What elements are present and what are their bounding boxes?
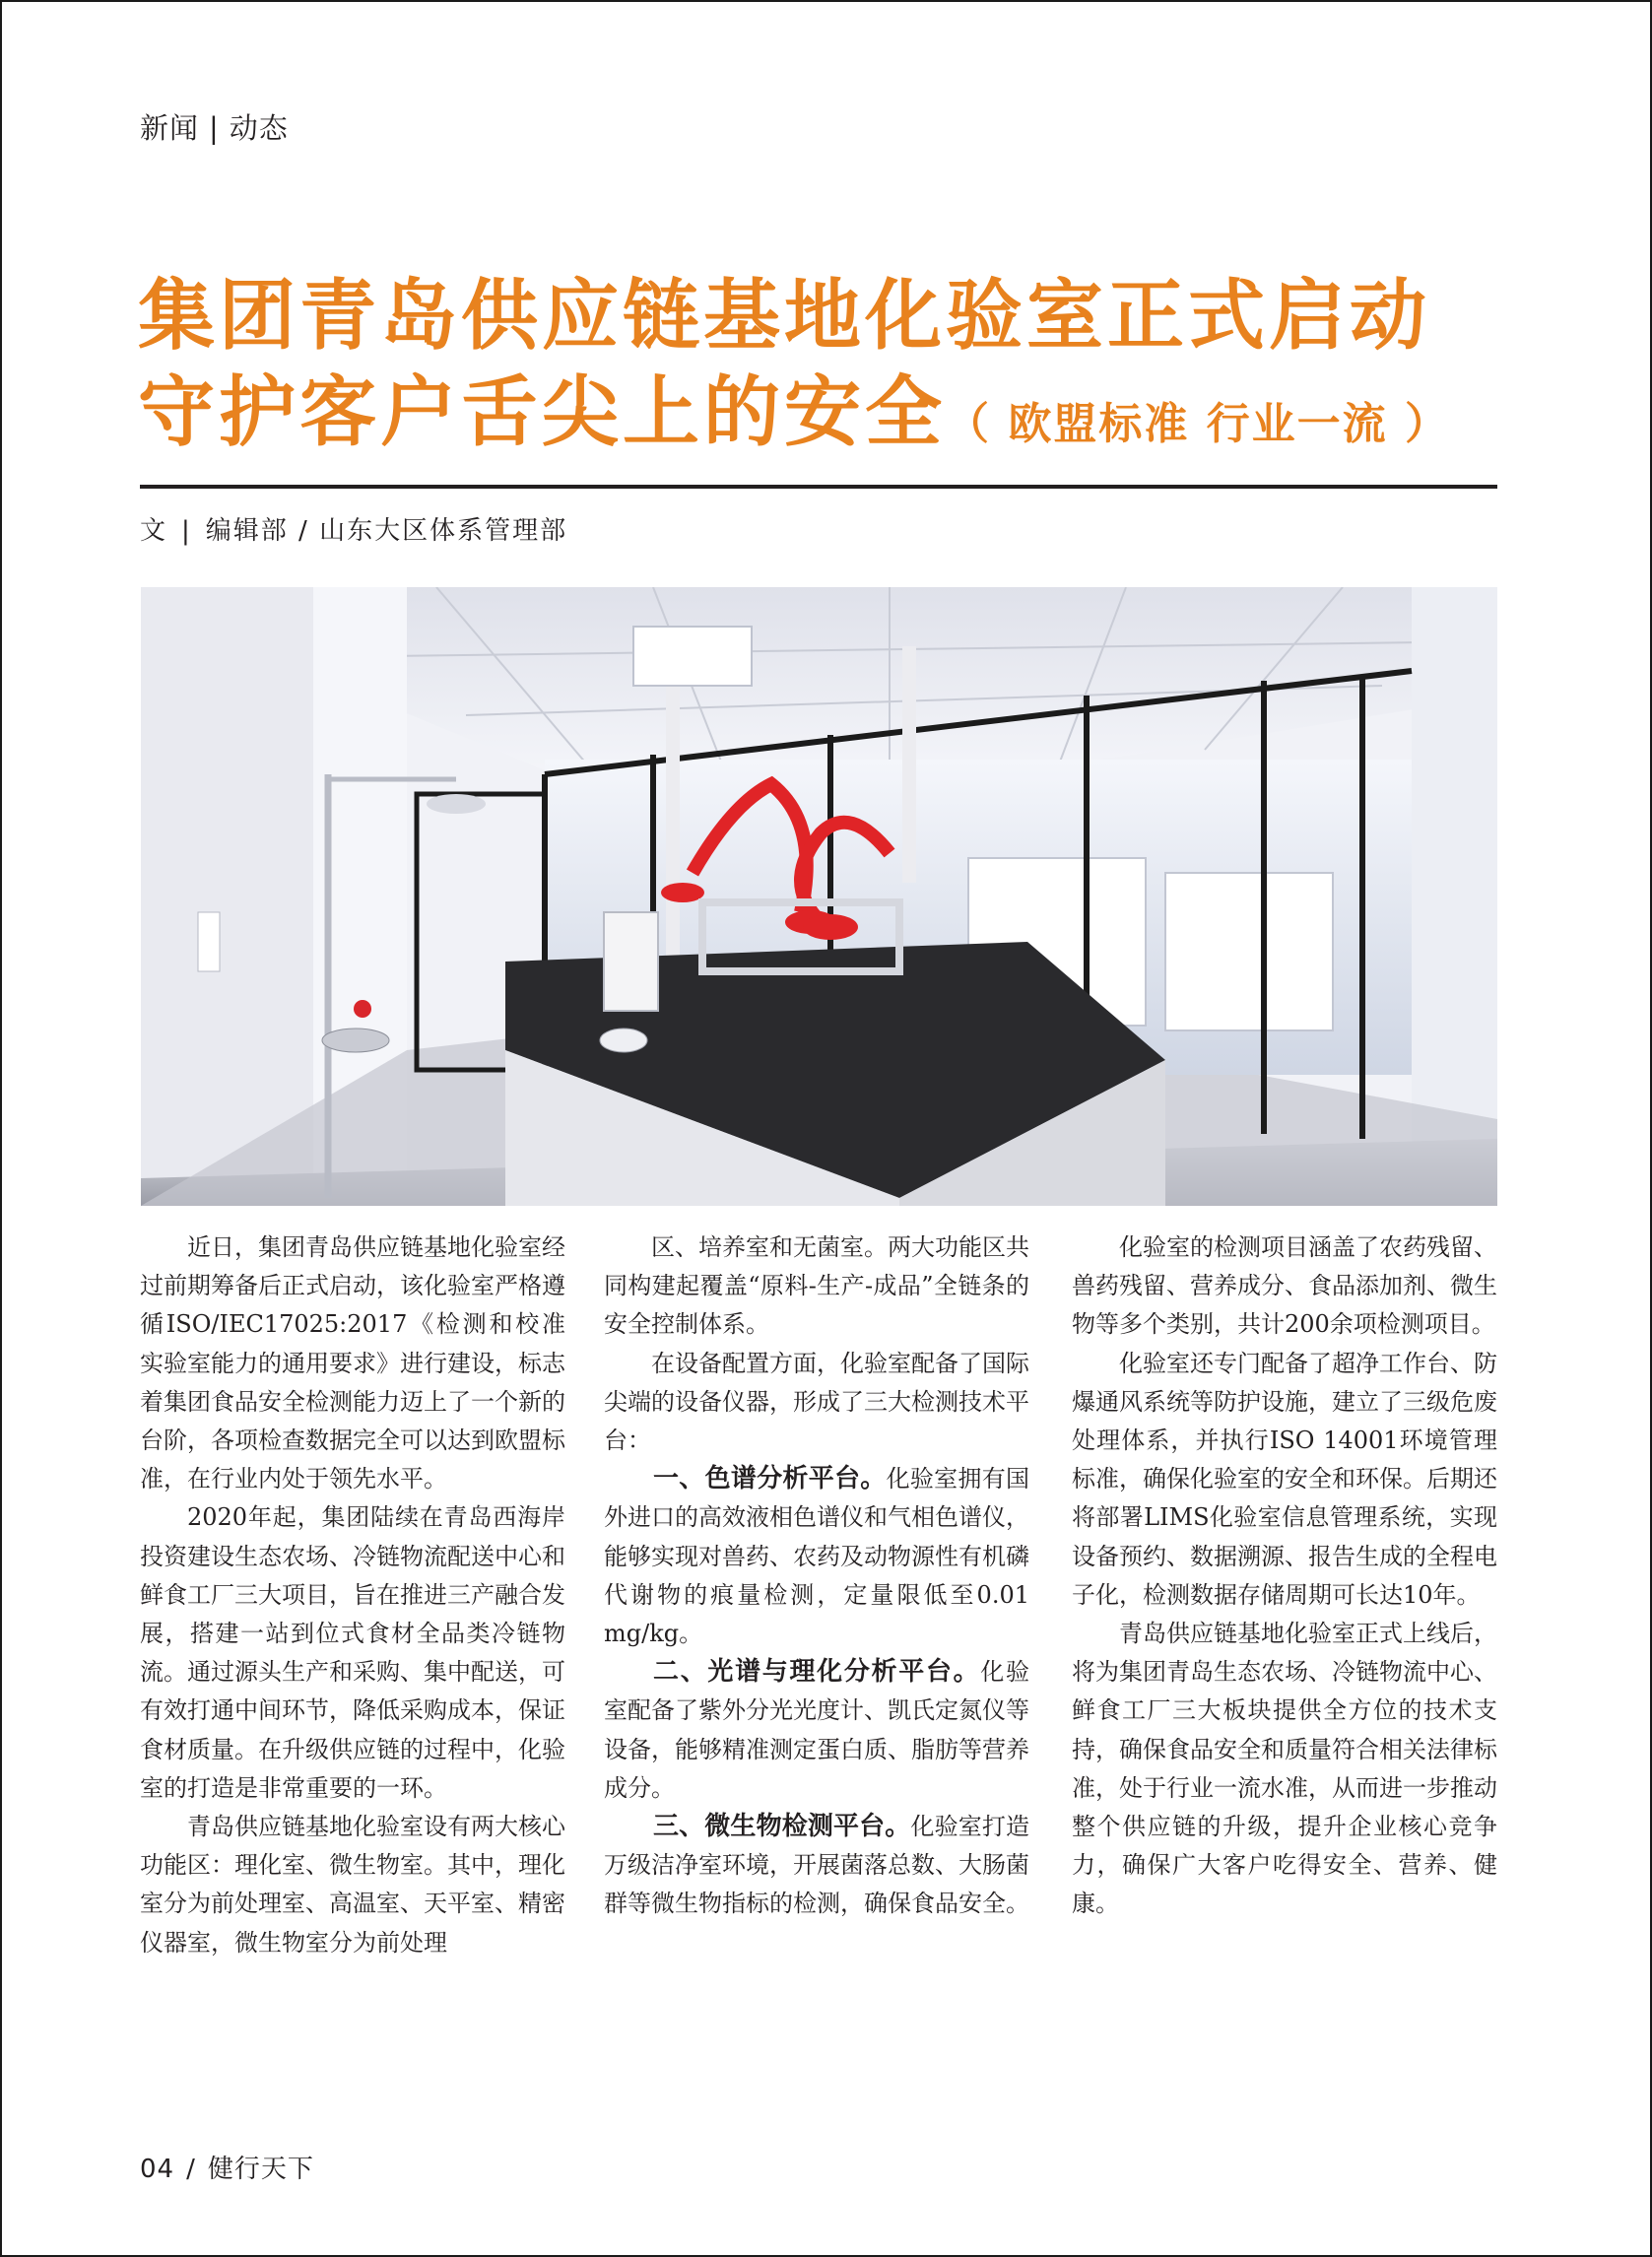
paragraph: 近日，集团青岛供应链基地化验室经过前期筹备后正式启动，该化验室严格遵循ISO/IEC17025:2017《检测和校准实验室能力的通用要求》进行建设，标志着集团食品安全检测能力迈上了一个新的台阶，各项检查数据完全可以达到欧盟标准，在行业内处于领先水平。 bbox=[140, 1233, 565, 1494]
article-title bbox=[138, 268, 1517, 473]
page-number: 04 bbox=[140, 2155, 175, 2184]
byline bbox=[140, 510, 567, 547]
laboratory-illustration bbox=[141, 587, 1497, 1206]
platform-paragraph bbox=[604, 1460, 1029, 1653]
section-separator: | bbox=[209, 111, 220, 145]
paragraph: 区、培养室和无菌室。两大功能区共同构建起覆盖“原料-生产-成品”全链条的安全控制体系。 bbox=[604, 1233, 1029, 1339]
title-line-2 bbox=[138, 365, 1517, 473]
laboratory-photo bbox=[141, 587, 1497, 1206]
section-label bbox=[140, 106, 289, 147]
paragraph: 青岛供应链基地化验室设有两大核心功能区：理化室、微生物室。其中，理化室分为前处理室、高温室、天平室、精密仪器室，微生物室分为前处理 bbox=[140, 1813, 565, 1957]
article-column-1 bbox=[140, 1228, 565, 1962]
platform-text: 化验室打造万级洁净室环境，开展菌落总数、大肠菌群等微生物指标的检测，确保食品安全。 bbox=[604, 1813, 1029, 1918]
byline-authors: 编辑部 / 山东大区体系管理部 bbox=[205, 516, 568, 546]
paragraph: 化验室的检测项目涵盖了农药残留、兽药残留、营养成分、食品添加剂、微生物等多个类别，共计200余项检测项目。 bbox=[1072, 1233, 1497, 1339]
footer-separator: / bbox=[186, 2155, 196, 2184]
byline-label: 文 bbox=[140, 516, 168, 546]
title-line-1: 集团青岛供应链基地化验室正式启动 bbox=[138, 271, 1431, 361]
page-footer bbox=[140, 2149, 314, 2185]
paragraph: 在设备配置方面，化验室配备了国际尖端的设备仪器，形成了三大检测技术平台： bbox=[604, 1349, 1029, 1455]
platform-text: 化验室配备了紫外分光光度计、凯氏定氮仪等设备，能够精准测定蛋白质、脂肪等营养成分。 bbox=[604, 1658, 1029, 1802]
platform-paragraph bbox=[604, 1808, 1029, 1924]
title-line-2-main: 守护客户舌尖上的安全 bbox=[138, 367, 947, 457]
paragraph: 化验室还专门配备了超净工作台、防爆通风系统等防护设施，建立了三级危废处理体系，并执行ISO 14001环境管理标准，确保化验室的安全和环保。后期还将部署LIMS化验室信息管理系统，实现设备预约、数据溯源、报告生成的全程电子化，检测数据存储周期可长达10年。 bbox=[1072, 1349, 1497, 1609]
paragraph: 2020年起，集团陆续在青岛西海岸投资建设生态农场、冷链物流配送中心和鲜食工厂三大项目，旨在推进三产融合发展，搭建一站到位式食材全品类冷链物流。通过源头生产和采购、集中配送，可有效打通中间环节，降低采购成本，保证食材质量。在升级供应链的过程中，化验室的打造是非常重要的一环。 bbox=[140, 1503, 565, 1802]
platform-text: 化验室拥有国外进口的高效液相色谱仪和气相色谱仪，能够实现对兽药、农药及动物源性有机磷代谢物的痕量检测，定量限低至0.01 mg/kg。 bbox=[604, 1465, 1029, 1648]
article-column-3 bbox=[1072, 1228, 1497, 1924]
platform-paragraph bbox=[604, 1653, 1029, 1808]
section-name: 新闻 bbox=[140, 111, 200, 145]
platform-heading: 二、光谱与理化分析平台。 bbox=[653, 1657, 981, 1688]
platform-heading: 一、色谱分析平台。 bbox=[653, 1464, 887, 1494]
title-subtitle: （ 欧盟标准 行业一流 ） bbox=[946, 399, 1450, 449]
platform-heading: 三、微生物检测平台。 bbox=[653, 1812, 911, 1842]
publication-name: 健行天下 bbox=[207, 2155, 314, 2184]
article-column-2 bbox=[604, 1228, 1029, 1924]
byline-separator: | bbox=[181, 516, 192, 546]
subsection-name: 动态 bbox=[229, 111, 289, 145]
title-divider bbox=[140, 485, 1497, 489]
paragraph: 青岛供应链基地化验室正式上线后，将为集团青岛生态农场、冷链物流中心、鲜食工厂三大板块提供全方位的技术支持，确保食品安全和质量符合相关法律标准，处于行业一流水准，从而进一步推动整个供应链的升级，提升企业核心竞争力，确保广大客户吃得安全、营养、健康。 bbox=[1072, 1620, 1497, 1918]
